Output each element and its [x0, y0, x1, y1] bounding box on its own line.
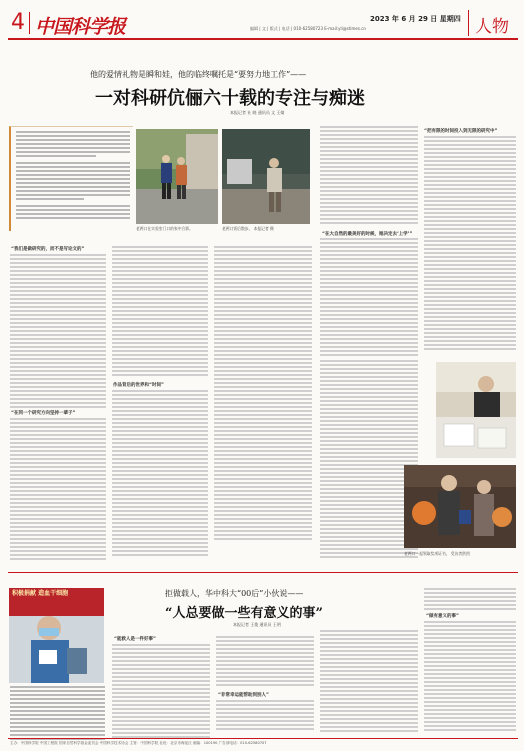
- story2-col-1: [10, 686, 105, 742]
- story2-top-rule: [8, 572, 518, 573]
- page-number: 4: [11, 10, 25, 35]
- photo2-caption: 老两口饭后散步。 本报记者 摄: [222, 226, 274, 231]
- story1-col-1: [10, 254, 106, 410]
- story1-col-2-b: [112, 390, 208, 558]
- story2-kicker: 拒做载人，华中科大“00后”小伙说——: [165, 589, 304, 598]
- photo1-caption: 老两口在实验室门口的家中合影。: [136, 226, 193, 231]
- story1-col-2: [112, 246, 208, 378]
- story2-col-2: [112, 644, 210, 740]
- story2-col-4: [320, 630, 418, 734]
- story1-col-top-right-a: [320, 126, 418, 226]
- story1-byline: 本报记者 社 晓 通讯员 文 王婧: [230, 110, 285, 115]
- date-line: 2023 年 6 月 29 日 星期四: [370, 15, 461, 23]
- contact-line: 编辑 | 文 | 版式 | 电话 | 010-62580723 E-mail:yli@stimes.cn: [250, 26, 366, 31]
- story1-subhead-5: “把有限的时间投入到无限的研究中”: [424, 129, 498, 134]
- couple-award-photo: [404, 465, 516, 548]
- scientist-at-desk-photo: [436, 362, 516, 458]
- masthead-divider: [29, 12, 30, 34]
- story2-subhead-2: “非常幸运能帮助到别人”: [218, 693, 269, 698]
- paper-name: 中国科学报: [35, 16, 126, 38]
- volunteer-sign-text: 积极捐献 造血干细胞: [12, 590, 69, 597]
- couple-strolling-photo: [222, 129, 310, 224]
- masthead-rule: [8, 38, 518, 40]
- story2-byline: 本报记者 王俊 通讯员 王明: [233, 622, 281, 627]
- story1-col-3: [214, 246, 312, 542]
- photo4-caption: 老两口一起领取奖项证书。 受访者供图: [404, 551, 470, 556]
- story1-subhead-3: “在同一个研究方向坚持一辈子”: [11, 411, 76, 416]
- story1-col-1-b: [10, 418, 106, 562]
- story2-subhead-3: “做有意义的事”: [426, 614, 459, 619]
- story1-subhead-2: “在大自然的最美好的时候，她决定去‘上学’”: [322, 232, 413, 237]
- volunteer-photo: [9, 588, 104, 683]
- story1-col-mid-right-a: [320, 238, 418, 358]
- masthead: [0, 0, 524, 44]
- story2-col-5-top: [424, 588, 516, 612]
- story2-col-3-b: [216, 700, 314, 732]
- story1-subhead-1: “我们是做研究的，而不是写论文的”: [11, 247, 85, 252]
- story2-subhead-1: “能救人是一件好事”: [114, 637, 156, 642]
- story1-headline: 一对科研伉俪六十载的专注与痴迷: [95, 88, 365, 109]
- section-divider: [468, 10, 469, 36]
- section-title: 人物: [475, 17, 509, 37]
- story1-col-top-right-b: [424, 136, 516, 352]
- footer-line: 主办：中国科学院 中国工程院 国家自然科学基金委员会 中国科学技术协会 主管：中国科学院 社址：北京市海淀区 邮编：100190 广告部电话：010-62580707: [10, 741, 267, 745]
- story2-col-3: [216, 636, 314, 688]
- couple-walking-photo: [136, 129, 218, 224]
- story1-subhead-4: 作品背后的世界和“时间”: [113, 383, 164, 388]
- story1-intro-box: [9, 126, 133, 231]
- footer-rule: [8, 738, 518, 739]
- story1-kicker: 他的爱情礼物是瞬和娃，他的临终嘱托是“要努力地工作”——: [90, 70, 307, 79]
- story2-headline: “人总要做一些有意义的事”: [165, 606, 323, 621]
- story2-col-5: [424, 621, 516, 733]
